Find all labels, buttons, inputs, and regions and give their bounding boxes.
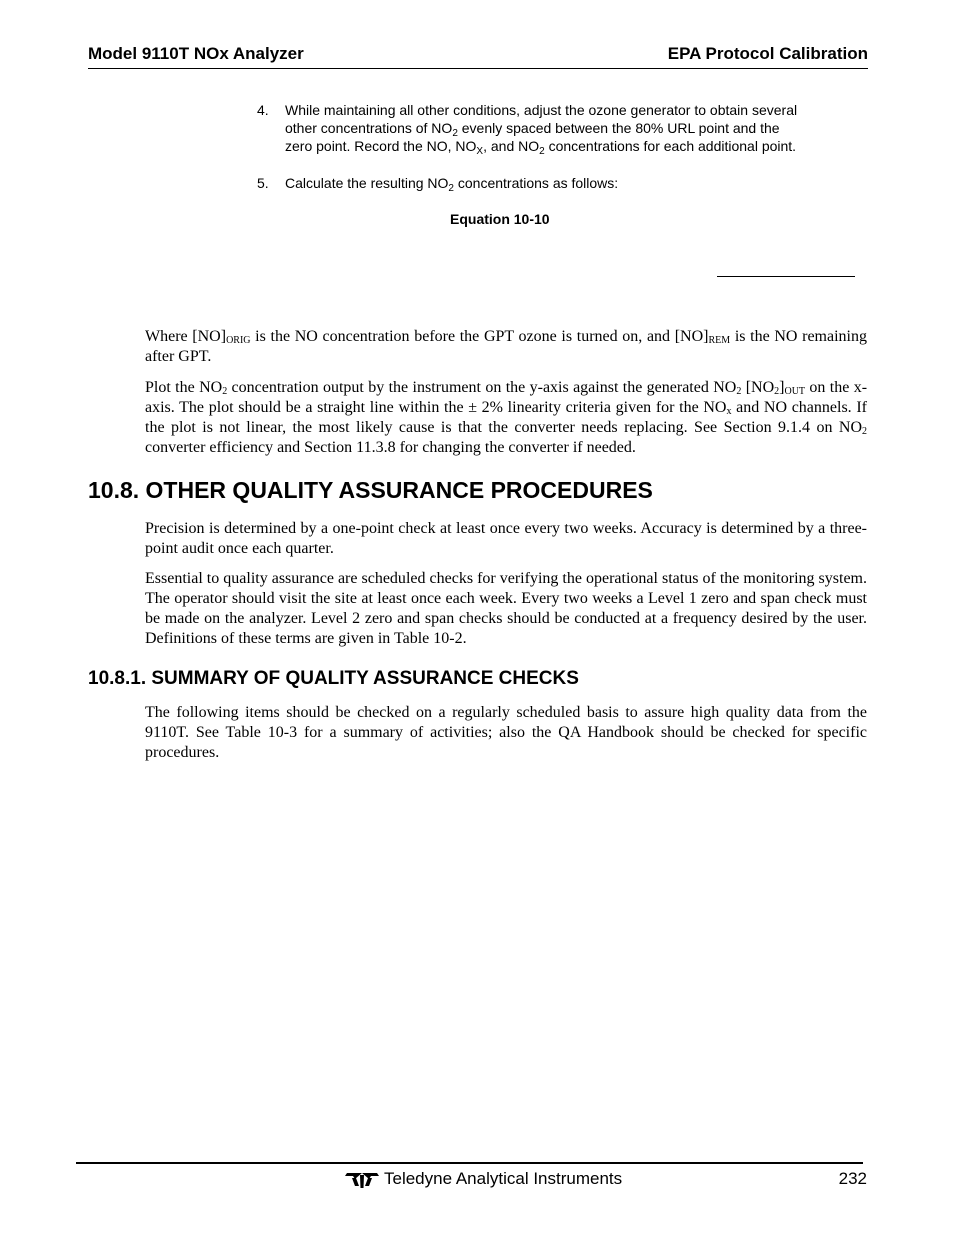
- teledyne-logo-icon: [344, 1170, 380, 1190]
- footer-brand: Teledyne Analytical Instruments: [384, 1169, 623, 1188]
- page-header: [88, 44, 868, 69]
- page-footer: [0, 1168, 954, 1194]
- paragraph-summary: The following items should be checked on a regularly scheduled basis to assure high quality data from the 9110T. See Table 10-3 for a summary of activities; also the QA Handbook should be checked for specific procedures.: [145, 704, 867, 761]
- page-number: 232: [838, 1169, 867, 1188]
- section-heading-10-8-1: 10.8.1. SUMMARY OF QUALITY ASSURANCE CHECKS: [88, 668, 579, 689]
- header-section: EPA Protocol Calibration: [667, 44, 868, 63]
- equation-label: Equation 10-10: [450, 211, 550, 227]
- step-text: Calculate the resulting $NO_2$ concentrations as follows:: [285, 175, 619, 194]
- footer-rule: [76, 1162, 863, 1164]
- header-title: Model 9110T NOx Analyzer: [88, 44, 304, 63]
- paragraph-where: Where $[NO]_{ORIG}$ is the NO concentration before the GPT ozone is turned on, and $[NO]_{REM}$ is the NO remaining after GPT.: [145, 328, 867, 365]
- paragraph-precision: Precision is determined by a one-point check at least once every two weeks. Accuracy is determined by a three-point audit once each quarter.: [145, 520, 867, 557]
- section-heading-10-8: 10.8. OTHER QUALITY ASSURANCE PROCEDURES: [88, 477, 653, 503]
- step-number: 5.: [257, 175, 269, 191]
- step-text: While maintaining all other conditions, adjust the ozone generator to obtain several other concentrations of $NO_2$ evenly spaced between the 80% URL point and the zero point. Record the NO, $NO_X$, and $NO_2$ concentrations for each additional point.: [285, 102, 798, 157]
- equation-fraction-bar: [717, 276, 855, 277]
- step-number: 4.: [257, 102, 269, 118]
- paragraph-plot: Plot the $NO_2$ concentration output by the instrument on the y-axis against the generated $NO_2$ $[NO_2]_{OUT}$ on the x-axis. The plot should be a straight line within the ± 2% linearity criteria given for the $NO_x$ and NO channels. If the plot is not linear, the most likely cause is that the converter needs replacing. See Section 9.1.4 on $NO_2$ converter efficiency and Section 11.3.8 for changing the converter if needed.: [145, 379, 868, 456]
- paragraph-essential: Essential to quality assurance are scheduled checks for verifying the operational status of the monitoring system. The operator should visit the site at least once each week. Every two weeks a Level 1 zero and span check must be made on the analyzer. Level 2 zero and span checks should be conducted at a frequency desired by the user. Definitions of these terms are given in Table 10-2.: [145, 570, 867, 647]
